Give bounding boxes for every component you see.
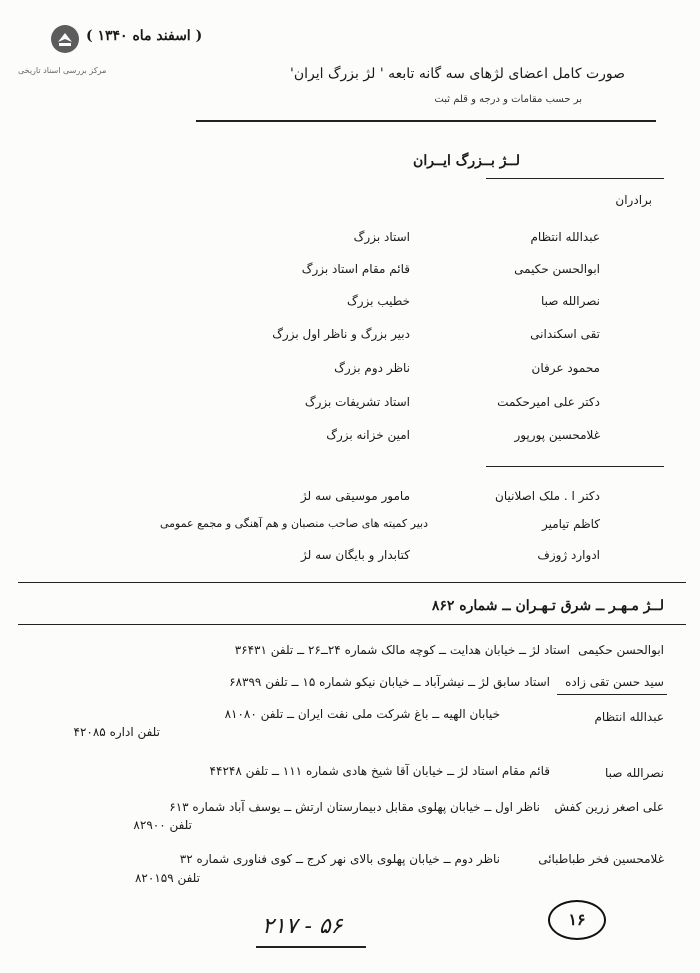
entry-name: ابوالحسن حکیمی [578,643,664,657]
officers-divider [486,466,664,467]
header-divider [196,120,656,122]
entry-detail-extra: تلفن اداره ۴۲۰۸۵ [73,725,160,739]
member-role: خطیب بزرگ [347,294,410,308]
grand-lodge-underline [486,178,664,179]
entry-name: سید حسن تقی زاده [565,675,664,689]
member-role: مامور موسیقی سه لژ [300,489,410,503]
member-name: کاظم تیامیر [541,517,600,531]
member-name: نصرالله صبا [540,294,600,308]
member-role: ناظر دوم بزرگ [334,361,410,375]
document-title: صورت کامل اعضای لژهای سه گانه تابعه ' لژ بزرگ ایران' [290,66,625,82]
entry-name: نصرالله صبا [604,766,664,780]
member-name: غلامحسین پورپور [514,428,600,442]
member-role: دبیر بزرگ و ناظر اول بزرگ [272,327,410,341]
document-number: ۲۱۷ - ۵۶ [262,914,343,939]
member-role: قائم مقام استاد بزرگ [301,262,410,276]
document-date: ( اسفند ماه ۱۳۴۰ ) [86,28,203,44]
brethren-label: برادران [615,193,652,207]
member-name: عبدالله انتظام [530,230,600,244]
entry-detail-extra: تلفن ۸۲۹۰۰ [133,818,192,832]
entry-name: غلامحسین فخر طباطبائی [538,852,664,866]
member-name: دکتر ا . ملک اصلانیان [495,489,600,503]
page-number-stamp: ۱۶ [548,900,606,940]
entry-detail: استاد سابق لژ ــ نیشرآباد ــ خیابان نیکو شماره ۱۵ ــ تلفن ۶۸۳۹۹ [229,675,550,689]
archive-logo-icon [50,24,80,54]
entry-name: عبدالله انتظام [594,710,664,724]
entry-detail: قائم مقام استاد لژ ــ خیابان آقا شیخ هادی شماره ۱۱۱ ــ تلفن ۴۴۲۴۸ [209,764,550,778]
mehr-lodge-title: لــژ مـهـر ــ شرق تـهـران ــ شماره ۸۶۲ [431,598,664,614]
document-number-underline [256,946,366,948]
entry-detail: ناظر دوم ــ خیابان پهلوی بالای نهر کرج ــ کوی فناوری شماره ۳۲ [179,852,500,866]
logo-caption: مرکز بررسی اسناد تاریخی [18,66,107,75]
member-role: امین خزانه بزرگ [326,428,410,442]
member-name: تقی اسکندانی [530,327,600,341]
entry-name: علی اصغر زرین کفش [554,800,664,814]
member-role: کتابدار و بایگان سه لژ [300,548,410,562]
grand-lodge-title: لــژ بــزرگ ایــران [413,153,520,169]
member-name: محمود عرفان [531,361,600,375]
member-role: استاد تشریفات بزرگ [304,395,410,409]
member-role: استاد بزرگ [353,230,410,244]
mehr-lodge-underline [18,624,686,625]
entry-detail-extra: تلفن ۸۲۰۱۵۹ [134,871,200,885]
member-name: ابوالحسن حکیمی [514,262,600,276]
member-name: دکتر علی امیرحکمت [497,395,600,409]
entry-detail: خیابان الهیه ــ باغ شرکت ملی نفت ایران ــ تلفن ۸۱۰۸۰ [224,707,500,721]
entry-detail: استاد لژ ــ خیابان هدایت ــ کوچه مالک شماره ۲۴ــ۲۶ ــ تلفن ۳۶۴۳۱ [234,643,570,657]
entry-detail: ناظر اول ــ خیابان پهلوی مقابل دبیمارستان ارتش ــ یوسف آباد شماره ۶۱۳ [169,800,540,814]
member-name: ادوارد ژوزف [537,548,600,562]
member-role: دبیر کمیته های صاحب منصبان و هم آهنگی و مجمع عمومی [159,517,428,530]
name-underline [557,694,667,695]
document-subtitle: بر حسب مقامات و درجه و قلم ثبت [434,94,582,105]
section-divider [18,582,686,583]
